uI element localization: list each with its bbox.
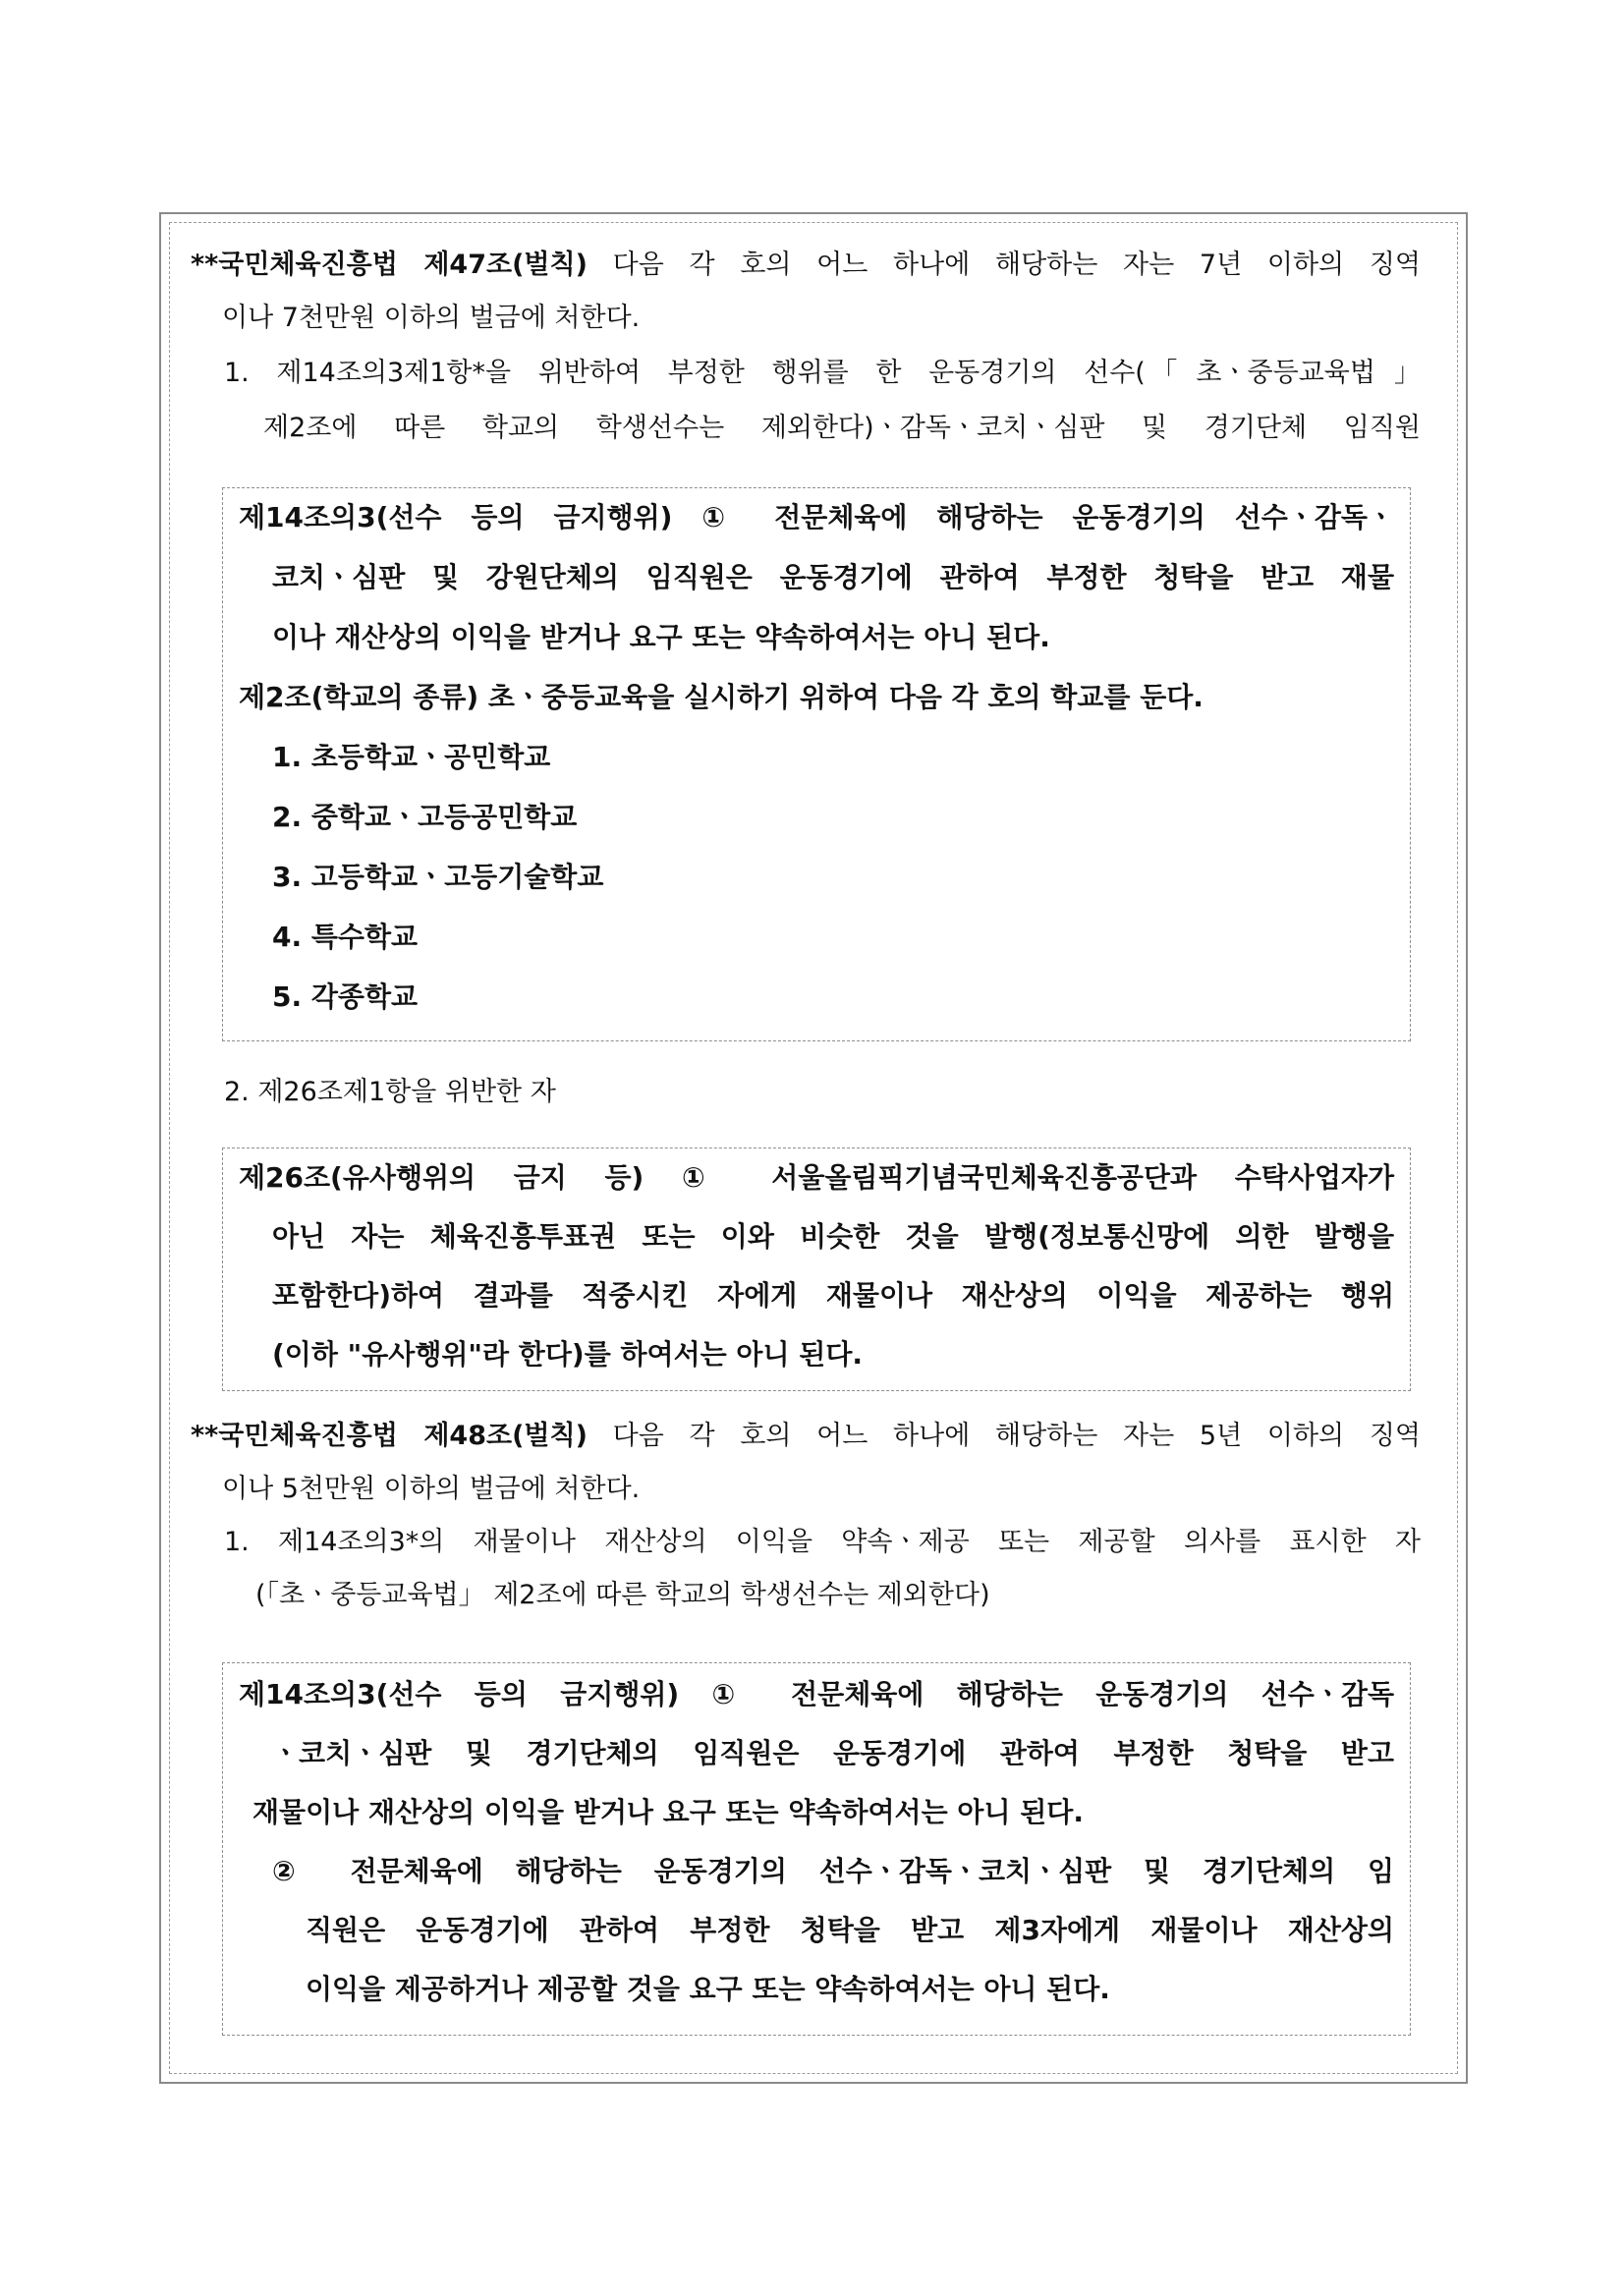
- article-47-heading-text: 다음 각 호의 어느 하나에 해당하는 자는 7년 이하의 징역: [587, 250, 1421, 280]
- box3-line: ㆍ코치ㆍ심판 및 경기단체의 임직원은 운동경기에 관하여 부정한 청탁을 받고: [272, 1737, 1394, 1769]
- box3-line: ② 전문체육에 해당하는 운동경기의 선수ㆍ감독ㆍ코치ㆍ심판 및 경기단체의 임: [272, 1855, 1394, 1887]
- quoted-provision-box-1: [222, 487, 1411, 1041]
- box3-line: 직원은 운동경기에 관하여 부정한 청탁을 받고 제3자에게 재물이나 재산상의: [306, 1914, 1394, 1946]
- article-47-title: **국민체육진흥법 제47조(벌칙): [191, 250, 588, 280]
- article-47-item-1-line1: 1. 제14조의3제1항*을 위반하여 부정한 행위를 한 운동경기의 선수(「초ㆍ중등교육법」: [224, 358, 1421, 388]
- box1-line: 이나 재산상의 이익을 받거나 요구 또는 약속하여서는 아니 된다.: [272, 621, 1050, 653]
- box1-line: 코치ㆍ심판 및 강원단체의 임직원은 운동경기에 관하여 부정한 청탁을 받고 재물: [272, 561, 1394, 593]
- box1-list-item: 3. 고등학교ㆍ고등기술학교: [272, 861, 604, 893]
- box1-list-item: 4. 특수학교: [272, 921, 419, 953]
- box2-line: 제26조(유사행위의 금지 등) ① 서울올림픽기념국민체육진흥공단과 수탁사업자가: [239, 1161, 1394, 1194]
- box3-line: 재물이나 재산상의 이익을 받거나 요구 또는 약속하여서는 아니 된다.: [252, 1796, 1084, 1828]
- article-48-heading: [191, 1419, 1421, 1454]
- box2-line: 아닌 자는 체육진흥투표권 또는 이와 비슷한 것을 발행(정보통신망에 의한 발행을: [272, 1220, 1394, 1253]
- article-48-title: **국민체육진흥법 제48조(벌칙): [191, 1421, 588, 1451]
- box2-line: (이하 "유사행위"라 한다)를 하여서는 아니 된다.: [272, 1338, 864, 1371]
- article-48-item-1-line1: 1. 제14조의3*의 재물이나 재산상의 이익을 약속ㆍ제공 또는 제공할 의사를 표시한 자: [224, 1527, 1421, 1557]
- quoted-provision-box-2: [222, 1148, 1411, 1391]
- article-48-item-1-line2: (「초ㆍ중등교육법」 제2조에 따른 학교의 학생선수는 제외한다): [255, 1580, 990, 1610]
- box1-list-item: 2. 중학교ㆍ고등공민학교: [272, 801, 578, 833]
- document-frame: [159, 212, 1468, 2084]
- box1-line: 제14조의3(선수 등의 금지행위) ① 전문체육에 해당하는 운동경기의 선수ㆍ감독ㆍ: [239, 501, 1394, 533]
- article-48-heading-text: 다음 각 호의 어느 하나에 해당하는 자는 5년 이하의 징역: [587, 1421, 1421, 1451]
- quoted-provision-box-3: [222, 1662, 1411, 2036]
- box3-line: 이익을 제공하거나 제공할 것을 요구 또는 약속하여서는 아니 된다.: [306, 1973, 1110, 2005]
- article-48-heading-cont: 이나 5천만원 이하의 벌금에 처한다.: [222, 1474, 641, 1504]
- box2-line: 포함한다)하여 결과를 적중시킨 자에게 재물이나 재산상의 이익을 제공하는 행위: [272, 1279, 1394, 1312]
- box3-line: 제14조의3(선수 등의 금지행위) ① 전문체육에 해당하는 운동경기의 선수ㆍ감독: [239, 1678, 1394, 1710]
- article-47-item-2: 2. 제26조제1항을 위반한 자: [224, 1077, 556, 1107]
- box1-list-item: 1. 초등학교ㆍ공민학교: [272, 741, 551, 773]
- article-47-heading: [191, 248, 1421, 283]
- box1-list-item: 5. 각종학교: [272, 980, 419, 1013]
- article-47-heading-cont: 이나 7천만원 이하의 벌금에 처한다.: [222, 303, 641, 333]
- box1-line: 제2조(학교의 종류) 초ㆍ중등교육을 실시하기 위하여 다음 각 호의 학교를 둔다.: [239, 681, 1204, 713]
- article-47-item-1-line2: 제2조에 따른 학교의 학생선수는 제외한다)ㆍ감독ㆍ코치ㆍ심판 및 경기단체 임직원: [263, 413, 1421, 443]
